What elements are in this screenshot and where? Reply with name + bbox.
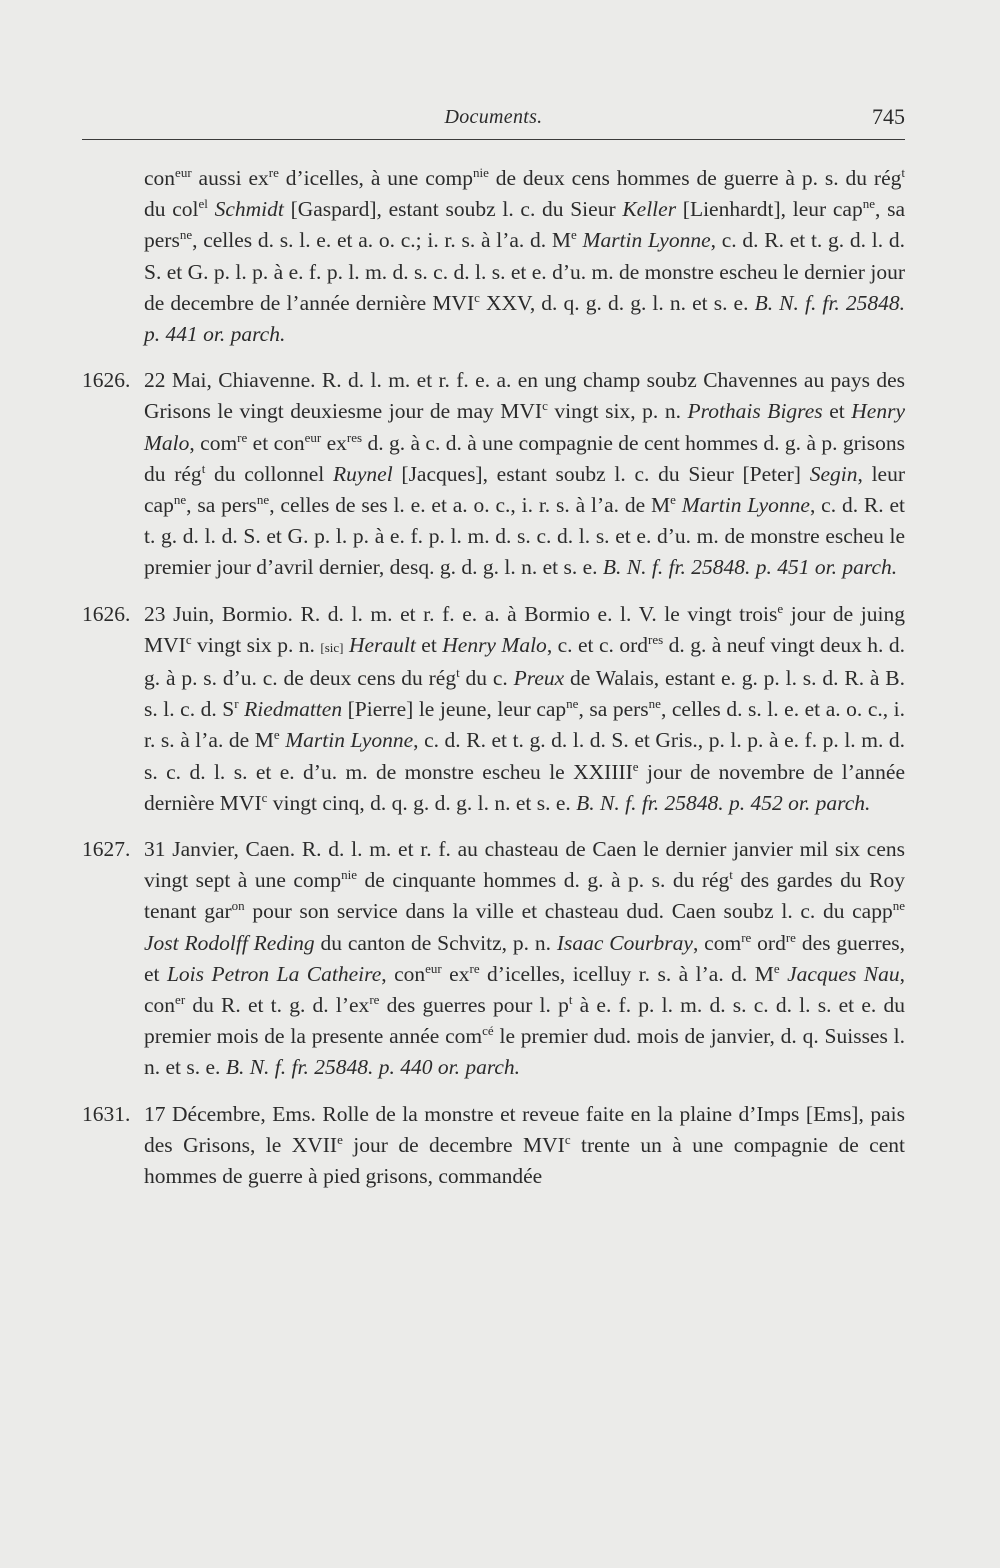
entry-1627-caen [82, 834, 905, 1084]
entry-year: 1626. [82, 368, 131, 393]
entry-text: 22 Mai, Chiavenne. R. d. l. m. et r. f. e. a. en ung champ soubz Chavennes au pays des Grisons le vingt deuxiesme jour de may MVI$^c$ vingt six, p. n. Prothais Bigres et Henry Malo, com$^{re}$ et con$^{eur}$ $ex^{res}$ d. g. à c. d. à une compagnie de cent hommes d. g. à p. grisons du rég$^t$ du collonnel Ruynel [Jacques], estant soubz l. c. du Sieur [Peter] Segin, leur cap$^{ne}$, sa pers$^{ne}$, celles de ses l. e. et a. o. c., i. r. s. à l’a. de Me Martin Lyonne, c. d. R. et t. g. d. l. d. S. et G. p. l. p. à e. f. p. l. m. d. s. c. d. l. s. et e. d’u. m. de monstre escheu le premier jour d’avril dernier, desq. g. d. g. l. n. et s. e. B. N. f. fr. 25848. p. 451 or. parch. [144, 368, 905, 580]
entry-text: 17 Décembre, Ems. Rolle de la monstre et reveue faite en la plaine d’Imps [Ems], pais des Grisons, le XVIIe jour de decembre MVI$^c$ trente un à une compagnie de cent hommes de guerre à pied grisons, commandée [144, 1101, 905, 1189]
entry-1626-bormio [82, 599, 905, 819]
entry-text: 31 Janvier, Caen. R. d. l. m. et r. f. au chasteau de Caen le dernier janvier mil six cens vingt sept à une comp$^{nie}$ de cinquante hommes d. g. à p. s. du rég$^t$ des gardes du Roy tenant gar$^{on}$ pour son service dans la ville et chasteau dud. Caen soubz l. c. du capp$^{ne}$ Jost Rodolff Reding du canton de Schvitz, p. n. Isaac Courbray, com$^{re}$ ord$^{re}$ des guerres, et Lois Petron La Catheire, con$^{eur}$ $ex^{re}$ d’icelles, icelluy r. s. à l’a. d. Me Jacques Nau, con$^{er}$ du R. et t. g. d. $l’ex^{re}$ des guerres pour l. $p^t$ à e. f. p. l. m. d. s. c. d. l. s. et e. du premier mois de la presente année com$^{cé}$ le premier dud. mois de janvier, d. q. Suisses l. n. et s. e. B. N. f. fr. 25848. p. 440 or. parch. [144, 837, 906, 1080]
entry-text: 23 Juin, Bormio. R. d. l. m. et r. f. e. a. à Bormio e. l. V. le vingt trois$^e$ jour de juing MVI$^c$ vingt six p. n. [sic] Herault et Henry Malo, c. et c. ord$^{res}$ d. g. à neuf vingt deux h. d. g. à p. s. d’u. c. de deux cens du rég$^t$ du c. Preux de Walais, estant e. g. p. l. s. d. R. à B. s. l. c. d. $S^r$ Riedmatten [Pierre] le jeune, leur cap$^{ne}$, sa pers$^{ne}$, celles d. s. l. e. et a. o. c., i. r. s. à l’a. de Me Martin Lyonne, c. d. R. et t. g. d. l. d. S. et Gris., p. l. p. à e. f. p. l. m. d. s. c. d. l. s. et e. d’u. m. de monstre escheu le XXIIIIe jour de novembre de l’année dernière MVI$^c$ vingt cinq, d. q. g. d. g. l. n. et s. e. B. N. f. fr. 25848. p. 452 or. parch. [144, 600, 906, 815]
entry-year: 1626. [82, 601, 131, 626]
document-body [82, 163, 905, 1207]
entry-text: con$^{eur}$ aussi $ex^{re}$ d’icelles, à une comp$^{nie}$ de deux cens hommes de guerre à p. s. du rég$^t$ du col$^{el}$ Schmidt [Gaspard], estant soubz l. c. du Sieur Keller [Lienhardt], leur cap$^{ne}$, sa pers$^{ne}$, celles d. s. l. e. et a. o. c.; i. r. s. à l’a. d. Me Martin Lyonne, c. d. R. et t. g. d. l. d. S. et G. p. l. p. à e. f. p. l. m. d. s. c. d. l. s. et e. d’u. m. de monstre escheu le dernier jour de decembre de l’année dernière MVI$^c$ XXV, d. q. g. d. g. l. n. et s. e. B. N. f. fr. 25848. p. 441 or. parch. [144, 165, 906, 347]
entry-year: 1627. [82, 837, 131, 862]
running-title: Documents. [444, 106, 543, 128]
page-number: 745 [872, 104, 905, 129]
entry-1626-chiavenne [82, 365, 905, 583]
entry-continuation [82, 163, 905, 350]
entry-year: 1631. [82, 1101, 131, 1126]
entry-1631-ems [82, 1099, 905, 1193]
running-head [82, 103, 905, 140]
